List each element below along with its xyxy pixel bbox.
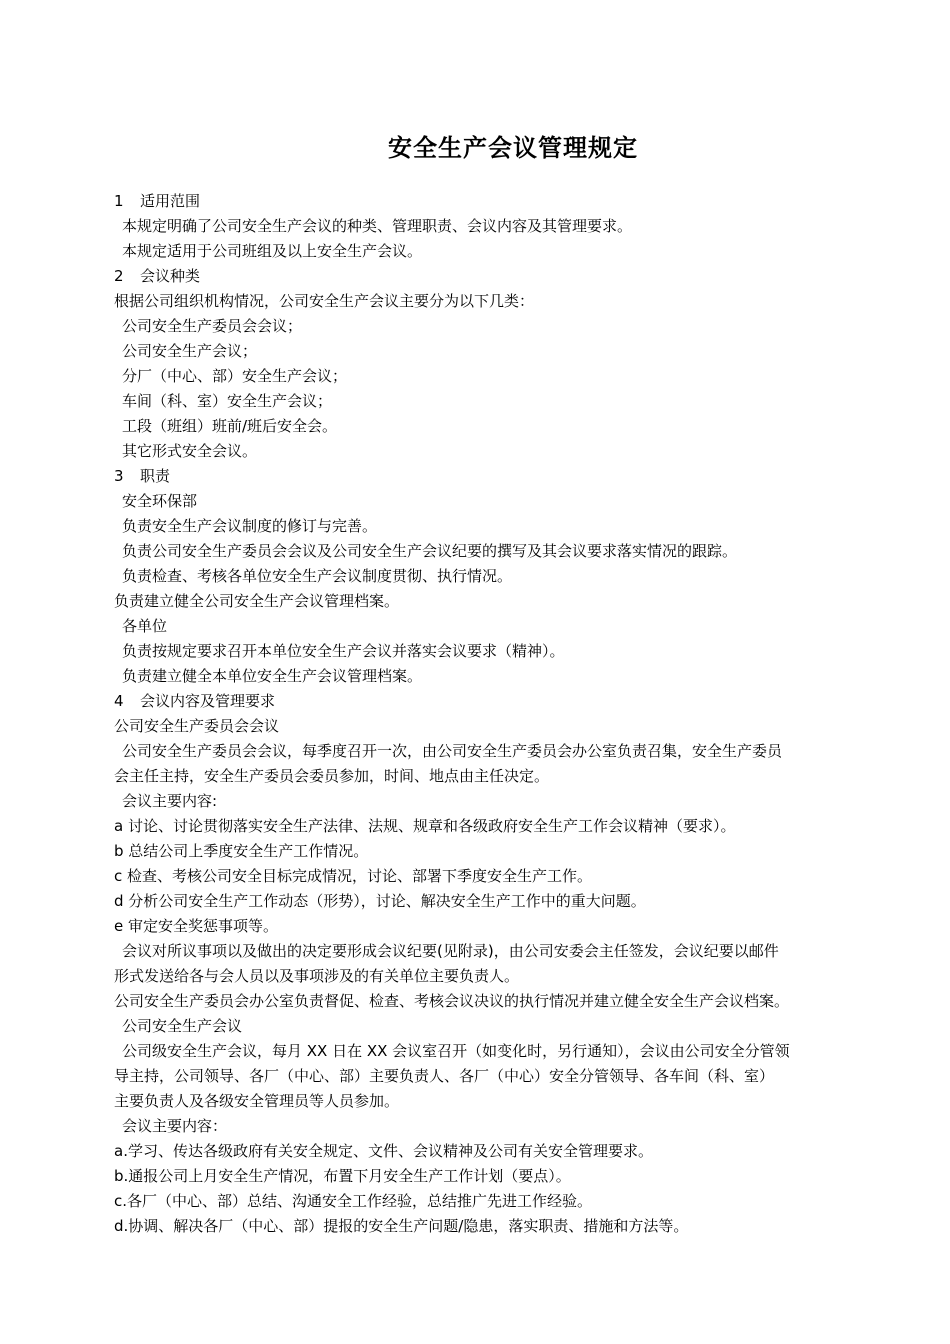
paragraph: 会议主要内容: [122,792,218,810]
list-item: 负责按规定要求召开本单位安全生产会议并落实会议要求（精神）。 [122,642,565,660]
section-heading-1 [114,189,864,214]
paragraph: 会主任主持，安全生产委员会委员参加，时间、地点由主任决定。 [114,767,550,785]
section-title: 会议内容及管理要求 [140,692,276,710]
paragraph: 公司安全生产委员会办公室负责督促、检查、考核会议决议的执行情况并建立健全安全生产会议档案。 [114,992,790,1010]
list-item: 工段（班组）班前/班后安全会。 [122,417,338,435]
list-item: a.学习、传达各级政府有关安全规定、文件、会议精神及公司有关安全管理要求。 [114,1142,653,1160]
subsection-title: 公司安全生产会议 [122,1017,243,1035]
list-item: c 检查、考核公司安全目标完成情况，讨论、部署下季度安全生产工作。 [114,867,593,885]
subsection-title: 各单位 [122,617,168,635]
paragraph: 本规定适用于公司班组及以上安全生产会议。 [122,242,423,260]
section-heading-3 [114,464,864,489]
list-item: 负责公司安全生产委员会会议及公司安全生产会议纪要的撰写及其会议要求落实情况的跟踪。 [122,542,738,560]
paragraph: 公司级安全生产会议，每月 XX 日在 XX 会议室召开（如变化时，另行通知），会议由公司安全分管领 [122,1042,790,1060]
list-item: d 分析公司安全生产工作动态（形势），讨论、解决安全生产工作中的重大问题。 [114,892,646,910]
list-item: 负责检查、考核各单位安全生产会议制度贯彻、执行情况。 [122,567,513,585]
section-number: 1 [114,192,124,210]
subsection-title: 公司安全生产委员会会议 [114,717,280,735]
section-number: 3 [114,467,124,485]
section-title: 职责 [140,467,171,485]
section-heading-4 [114,689,864,714]
document-body [114,189,864,1239]
section-heading-2 [114,264,864,289]
section-number: 2 [114,267,124,285]
section-title: 会议种类 [140,267,201,285]
paragraph: 根据公司组织机构情况，公司安全生产会议主要分为以下几类： [114,292,535,310]
subsection-title: 安全环保部 [122,492,198,510]
list-item: 负责建立健全公司安全生产会议管理档案。 [114,592,400,610]
list-item: 其它形式安全会议。 [122,442,258,460]
list-item: 公司安全生产委员会会议； [122,317,303,335]
section-number: 4 [114,692,124,710]
list-item: d.协调、解决各厂（中心、部）提报的安全生产问题/隐患，落实职责、措施和方法等。 [114,1217,689,1235]
list-item: e 审定安全奖惩事项等。 [114,917,278,935]
list-item: 负责安全生产会议制度的修订与完善。 [122,517,378,535]
paragraph: 本规定明确了公司安全生产会议的种类、管理职责、会议内容及其管理要求。 [122,217,633,235]
document-title: 安全生产会议管理规定 [388,134,638,162]
list-item: b 总结公司上季度安全生产工作情况。 [114,842,369,860]
section-title: 适用范围 [140,192,201,210]
paragraph: 公司安全生产委员会会议，每季度召开一次，由公司安全生产委员会办公室负责召集，安全生产委员 [122,742,783,760]
paragraph: 会议对所议事项以及做出的决定要形成会议纪要(见附录)，由公司安委会主任签发，会议纪要以邮件 [122,942,779,960]
list-item: a 讨论、讨论贯彻落实安全生产法律、法规、规章和各级政府安全生产工作会议精神（要求）。 [114,817,736,835]
list-item: b.通报公司上月安全生产情况，布置下月安全生产工作计划（要点）。 [114,1167,571,1185]
list-item: 负责建立健全本单位安全生产会议管理档案。 [122,667,423,685]
list-item: c.各厂（中心、部）总结、沟通安全工作经验，总结推广先进工作经验。 [114,1192,593,1210]
paragraph: 导主持，公司领导、各厂（中心、部）主要负责人、各厂（中心）安全分管领导、各车间（科、室） [114,1067,775,1085]
paragraph: 会议主要内容： [122,1117,228,1135]
paragraph: 形式发送给各与会人员以及事项涉及的有关单位主要负责人。 [114,967,520,985]
list-item: 分厂（中心、部）安全生产会议； [122,367,348,385]
list-item: 车间（科、室）安全生产会议； [122,392,333,410]
list-item: 公司安全生产会议； [122,342,258,360]
paragraph: 主要负责人及各级安全管理员等人员参加。 [114,1092,400,1110]
